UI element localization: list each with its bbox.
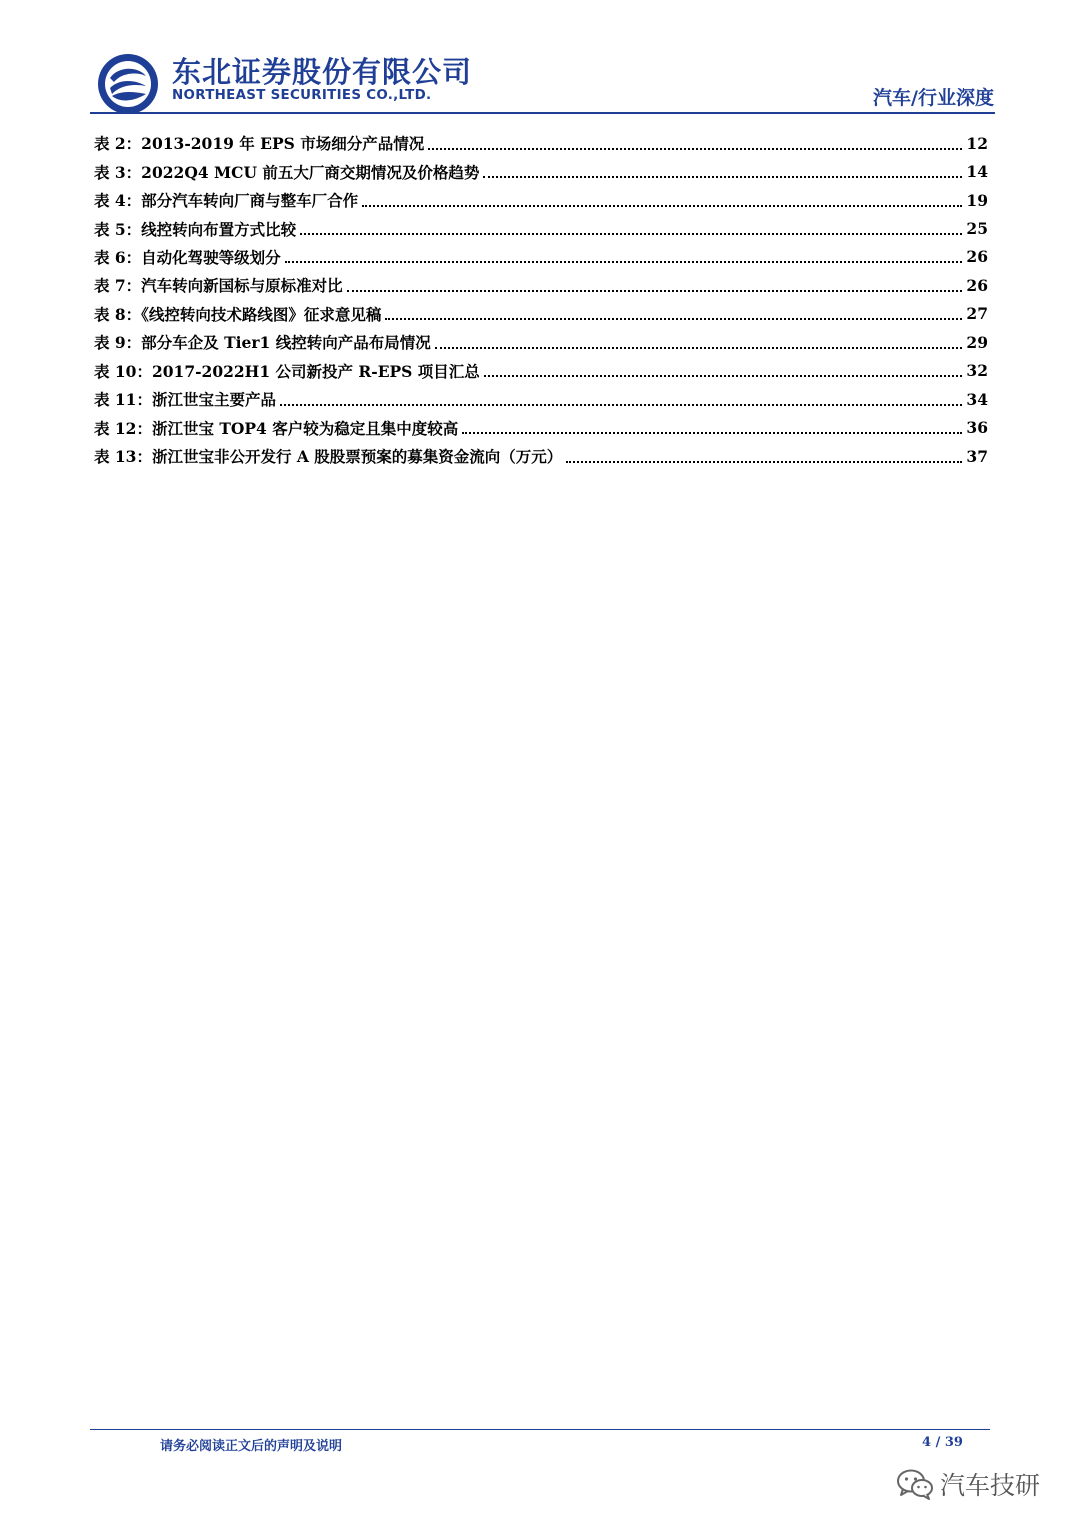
toc-leader (483, 175, 962, 178)
wechat-icon (896, 1468, 934, 1500)
toc-page: 36 (966, 418, 988, 438)
report-category: 汽车/行业深度 (873, 87, 994, 109)
toc-page: 29 (966, 332, 988, 352)
toc-leader (285, 260, 963, 263)
toc-entry[interactable] (94, 186, 988, 214)
toc-page: 32 (966, 361, 988, 381)
toc-leader (347, 289, 963, 292)
toc-label: 表 3：2022Q4 MCU 前五大厂商交期情况及价格趋势 (94, 162, 480, 182)
toc-entry[interactable] (94, 157, 988, 185)
toc-page: 25 (966, 219, 988, 239)
toc-entry[interactable] (94, 243, 988, 271)
toc-label: 表 10：2017-2022H1 公司新投产 R-EPS 项目汇总 (94, 361, 480, 381)
watermark (896, 1465, 1040, 1503)
toc-entry[interactable] (94, 129, 988, 157)
toc-leader (362, 204, 962, 207)
toc-leader (280, 403, 962, 406)
header-divider (90, 112, 995, 114)
toc-label: 表 12：浙江世宝 TOP4 客户较为稳定且集中度较高 (94, 418, 459, 438)
company-name-cn: 东北证券股份有限公司 (172, 55, 473, 89)
toc-page: 34 (966, 389, 988, 409)
toc-leader (566, 460, 962, 463)
company-logo-icon (96, 52, 160, 116)
table-of-contents (94, 129, 988, 470)
toc-page: 12 (966, 133, 988, 153)
toc-label: 表 9：部分车企及 Tier1 线控转向产品布局情况 (94, 333, 431, 353)
toc-page: 27 (966, 304, 988, 324)
toc-page: 26 (966, 275, 988, 295)
toc-entry[interactable] (94, 271, 988, 299)
toc-label: 表 11：浙江世宝主要产品 (94, 390, 276, 410)
toc-entry[interactable] (94, 413, 988, 441)
toc-leader (385, 317, 962, 320)
toc-label: 表 2：2013-2019 年 EPS 市场细分产品情况 (94, 134, 425, 154)
toc-page: 26 (966, 247, 988, 267)
toc-page: 37 (966, 446, 988, 466)
toc-label: 表 13：浙江世宝非公开发行 A 股股票预案的募集资金流向（万元） (94, 447, 563, 467)
toc-entry[interactable] (94, 385, 988, 413)
toc-entry[interactable] (94, 214, 988, 242)
toc-page: 19 (966, 190, 988, 210)
toc-entry[interactable] (94, 328, 988, 356)
watermark-text: 汽车技研 (940, 1471, 1041, 1500)
toc-leader (484, 374, 963, 377)
toc-entry[interactable] (94, 357, 988, 385)
toc-label: 表 6：自动化驾驶等级划分 (94, 247, 281, 267)
toc-label: 表 5：线控转向布置方式比较 (94, 219, 297, 239)
disclaimer-note: 请务必阅读正文后的声明及说明 (160, 1439, 343, 1454)
toc-leader (428, 147, 962, 150)
toc-label: 表 7：汽车转向新国标与原标准对比 (94, 276, 343, 296)
toc-leader (300, 232, 962, 235)
footer-divider (90, 1429, 990, 1430)
toc-entry[interactable] (94, 442, 988, 470)
toc-leader (462, 431, 962, 434)
toc-page: 14 (966, 162, 988, 182)
toc-leader (435, 346, 963, 349)
company-name-en: NORTHEAST SECURITIES CO.,LTD. (172, 88, 432, 103)
toc-label: 表 4：部分汽车转向厂商与整车厂合作 (94, 191, 359, 211)
page-indicator: 4 / 39 (922, 1435, 963, 1450)
toc-label: 表 8：《线控转向技术路线图》征求意见稿 (94, 304, 382, 324)
toc-entry[interactable] (94, 300, 988, 328)
